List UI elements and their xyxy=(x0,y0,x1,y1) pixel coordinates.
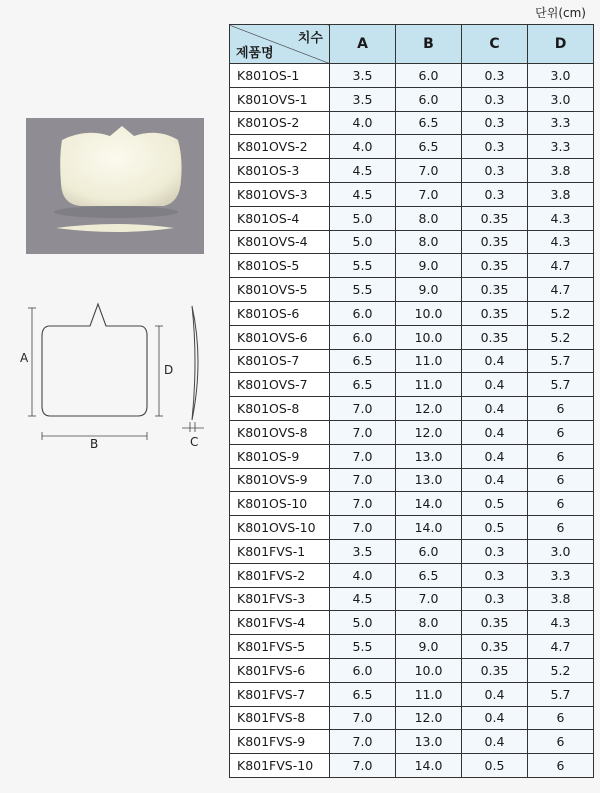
table-row xyxy=(230,87,594,111)
value-c-cell: 0.35 xyxy=(462,230,528,254)
value-c-cell: 0.35 xyxy=(462,301,528,325)
product-name-cell: K801FVS-7 xyxy=(230,682,330,706)
value-a-cell: 6.0 xyxy=(330,658,396,682)
value-d-cell: 3.0 xyxy=(528,64,594,88)
product-name-cell: K801OVS-9 xyxy=(230,468,330,492)
value-b-cell: 12.0 xyxy=(396,420,462,444)
value-d-cell: 3.8 xyxy=(528,159,594,183)
value-d-cell: 3.0 xyxy=(528,539,594,563)
value-c-cell: 0.3 xyxy=(462,563,528,587)
value-c-cell: 0.4 xyxy=(462,706,528,730)
product-name-cell: K801OS-3 xyxy=(230,159,330,183)
product-name-cell: K801OS-4 xyxy=(230,206,330,230)
table-row xyxy=(230,587,594,611)
table-row xyxy=(230,539,594,563)
value-c-cell: 0.4 xyxy=(462,682,528,706)
table-row xyxy=(230,492,594,516)
value-a-cell: 6.5 xyxy=(330,682,396,706)
value-b-cell: 10.0 xyxy=(396,301,462,325)
value-c-cell: 0.35 xyxy=(462,325,528,349)
value-a-cell: 7.0 xyxy=(330,516,396,540)
value-a-cell: 7.0 xyxy=(330,444,396,468)
value-d-cell: 5.2 xyxy=(528,325,594,349)
product-name-cell: K801FVS-1 xyxy=(230,539,330,563)
table-row xyxy=(230,373,594,397)
table-row xyxy=(230,444,594,468)
product-name-cell: K801FVS-2 xyxy=(230,563,330,587)
value-d-cell: 5.7 xyxy=(528,349,594,373)
value-a-cell: 6.0 xyxy=(330,325,396,349)
header-dimension-label: 치수 xyxy=(297,31,323,46)
product-name-cell: K801FVS-3 xyxy=(230,587,330,611)
value-b-cell: 9.0 xyxy=(396,278,462,302)
table-body xyxy=(230,64,594,778)
table-row xyxy=(230,516,594,540)
value-a-cell: 5.5 xyxy=(330,278,396,302)
value-b-cell: 6.0 xyxy=(396,64,462,88)
value-b-cell: 6.5 xyxy=(396,111,462,135)
value-b-cell: 11.0 xyxy=(396,349,462,373)
column-header-d: D xyxy=(528,25,594,64)
value-d-cell: 6 xyxy=(528,492,594,516)
table-row xyxy=(230,706,594,730)
product-name-cell: K801OVS-2 xyxy=(230,135,330,159)
table-row xyxy=(230,182,594,206)
table-row xyxy=(230,111,594,135)
value-a-cell: 5.0 xyxy=(330,206,396,230)
value-b-cell: 13.0 xyxy=(396,468,462,492)
product-name-cell: K801FVS-6 xyxy=(230,658,330,682)
product-name-cell: K801FVS-5 xyxy=(230,635,330,659)
value-a-cell: 4.0 xyxy=(330,563,396,587)
value-b-cell: 13.0 xyxy=(396,730,462,754)
dimension-diagram xyxy=(14,296,214,456)
value-c-cell: 0.35 xyxy=(462,658,528,682)
product-name-cell: K801OS-5 xyxy=(230,254,330,278)
value-a-cell: 6.5 xyxy=(330,373,396,397)
value-b-cell: 9.0 xyxy=(396,635,462,659)
value-d-cell: 3.3 xyxy=(528,111,594,135)
value-d-cell: 6 xyxy=(528,420,594,444)
product-name-cell: K801OS-9 xyxy=(230,444,330,468)
value-b-cell: 8.0 xyxy=(396,611,462,635)
value-b-cell: 8.0 xyxy=(396,230,462,254)
value-b-cell: 11.0 xyxy=(396,682,462,706)
value-a-cell: 7.0 xyxy=(330,397,396,421)
table-row xyxy=(230,230,594,254)
value-b-cell: 6.5 xyxy=(396,563,462,587)
size-table xyxy=(229,24,594,778)
value-b-cell: 8.0 xyxy=(396,206,462,230)
value-a-cell: 7.0 xyxy=(330,706,396,730)
value-d-cell: 5.7 xyxy=(528,682,594,706)
table-row xyxy=(230,206,594,230)
value-b-cell: 7.0 xyxy=(396,587,462,611)
value-c-cell: 0.5 xyxy=(462,492,528,516)
value-b-cell: 6.5 xyxy=(396,135,462,159)
value-b-cell: 11.0 xyxy=(396,373,462,397)
value-d-cell: 6 xyxy=(528,397,594,421)
header-product-label: 제품명 xyxy=(236,46,274,61)
value-c-cell: 0.4 xyxy=(462,730,528,754)
value-b-cell: 6.0 xyxy=(396,539,462,563)
value-d-cell: 4.3 xyxy=(528,230,594,254)
value-b-cell: 13.0 xyxy=(396,444,462,468)
value-d-cell: 6 xyxy=(528,754,594,778)
header-corner-cell xyxy=(230,25,330,64)
value-b-cell: 7.0 xyxy=(396,182,462,206)
value-a-cell: 7.0 xyxy=(330,754,396,778)
value-c-cell: 0.4 xyxy=(462,420,528,444)
value-d-cell: 5.7 xyxy=(528,373,594,397)
value-a-cell: 7.0 xyxy=(330,468,396,492)
value-d-cell: 4.3 xyxy=(528,611,594,635)
value-a-cell: 4.0 xyxy=(330,111,396,135)
table-row xyxy=(230,468,594,492)
value-d-cell: 4.7 xyxy=(528,254,594,278)
product-name-cell: K801OVS-3 xyxy=(230,182,330,206)
value-d-cell: 6 xyxy=(528,444,594,468)
value-b-cell: 12.0 xyxy=(396,706,462,730)
table-row xyxy=(230,278,594,302)
product-photo xyxy=(26,118,204,254)
value-c-cell: 0.4 xyxy=(462,468,528,492)
value-c-cell: 0.3 xyxy=(462,64,528,88)
value-a-cell: 6.5 xyxy=(330,349,396,373)
table-row xyxy=(230,611,594,635)
table-row xyxy=(230,301,594,325)
value-b-cell: 14.0 xyxy=(396,516,462,540)
value-d-cell: 4.3 xyxy=(528,206,594,230)
value-d-cell: 4.7 xyxy=(528,635,594,659)
product-name-cell: K801OVS-7 xyxy=(230,373,330,397)
table-row xyxy=(230,254,594,278)
value-c-cell: 0.5 xyxy=(462,754,528,778)
column-header-a: A xyxy=(330,25,396,64)
product-name-cell: K801OVS-6 xyxy=(230,325,330,349)
value-a-cell: 4.0 xyxy=(330,135,396,159)
value-a-cell: 5.5 xyxy=(330,254,396,278)
value-b-cell: 14.0 xyxy=(396,754,462,778)
product-name-cell: K801FVS-4 xyxy=(230,611,330,635)
value-c-cell: 0.35 xyxy=(462,206,528,230)
table-row xyxy=(230,730,594,754)
table-row xyxy=(230,325,594,349)
table-row xyxy=(230,563,594,587)
value-c-cell: 0.3 xyxy=(462,539,528,563)
product-name-cell: K801OVS-1 xyxy=(230,87,330,111)
value-d-cell: 3.8 xyxy=(528,182,594,206)
value-a-cell: 3.5 xyxy=(330,87,396,111)
value-a-cell: 7.0 xyxy=(330,492,396,516)
implant-front-shape xyxy=(60,126,181,206)
value-a-cell: 4.5 xyxy=(330,182,396,206)
value-c-cell: 0.35 xyxy=(462,635,528,659)
dim-label-a: A xyxy=(20,351,29,365)
product-name-cell: K801FVS-10 xyxy=(230,754,330,778)
value-b-cell: 14.0 xyxy=(396,492,462,516)
table-row xyxy=(230,682,594,706)
dim-label-d: D xyxy=(164,363,174,377)
value-d-cell: 6 xyxy=(528,706,594,730)
table-row xyxy=(230,754,594,778)
value-b-cell: 10.0 xyxy=(396,658,462,682)
value-c-cell: 0.3 xyxy=(462,182,528,206)
value-b-cell: 9.0 xyxy=(396,254,462,278)
value-d-cell: 6 xyxy=(528,730,594,754)
value-c-cell: 0.3 xyxy=(462,135,528,159)
value-a-cell: 7.0 xyxy=(330,730,396,754)
value-c-cell: 0.35 xyxy=(462,254,528,278)
value-a-cell: 6.0 xyxy=(330,301,396,325)
value-c-cell: 0.4 xyxy=(462,444,528,468)
product-name-cell: K801OS-6 xyxy=(230,301,330,325)
implant-side-shape xyxy=(56,224,174,232)
value-a-cell: 5.0 xyxy=(330,611,396,635)
product-name-cell: K801OS-8 xyxy=(230,397,330,421)
product-name-cell: K801OS-10 xyxy=(230,492,330,516)
product-name-cell: K801OS-7 xyxy=(230,349,330,373)
value-d-cell: 6 xyxy=(528,468,594,492)
table-row xyxy=(230,420,594,444)
value-b-cell: 6.0 xyxy=(396,87,462,111)
table-row xyxy=(230,349,594,373)
value-d-cell: 3.3 xyxy=(528,135,594,159)
product-name-cell: K801OVS-4 xyxy=(230,230,330,254)
value-d-cell: 6 xyxy=(528,516,594,540)
table-row xyxy=(230,64,594,88)
product-name-cell: K801OVS-5 xyxy=(230,278,330,302)
product-name-cell: K801OVS-8 xyxy=(230,420,330,444)
product-name-cell: K801OVS-10 xyxy=(230,516,330,540)
value-c-cell: 0.5 xyxy=(462,516,528,540)
value-c-cell: 0.3 xyxy=(462,587,528,611)
dim-label-c: C xyxy=(190,435,199,449)
value-d-cell: 3.8 xyxy=(528,587,594,611)
value-b-cell: 12.0 xyxy=(396,397,462,421)
value-d-cell: 3.0 xyxy=(528,87,594,111)
product-name-cell: K801FVS-9 xyxy=(230,730,330,754)
dim-label-b: B xyxy=(90,437,99,451)
product-name-cell: K801FVS-8 xyxy=(230,706,330,730)
value-b-cell: 7.0 xyxy=(396,159,462,183)
table-row xyxy=(230,135,594,159)
product-name-cell: K801OS-2 xyxy=(230,111,330,135)
unit-label: 단위(cm) xyxy=(535,6,586,20)
value-a-cell: 7.0 xyxy=(330,420,396,444)
product-name-cell: K801OS-1 xyxy=(230,64,330,88)
table-row xyxy=(230,159,594,183)
value-c-cell: 0.4 xyxy=(462,397,528,421)
value-c-cell: 0.3 xyxy=(462,87,528,111)
value-a-cell: 3.5 xyxy=(330,539,396,563)
value-a-cell: 5.0 xyxy=(330,230,396,254)
value-a-cell: 5.5 xyxy=(330,635,396,659)
value-c-cell: 0.3 xyxy=(462,159,528,183)
value-c-cell: 0.4 xyxy=(462,373,528,397)
value-c-cell: 0.35 xyxy=(462,611,528,635)
value-a-cell: 4.5 xyxy=(330,159,396,183)
table-row xyxy=(230,397,594,421)
table-header-row xyxy=(230,25,594,64)
value-d-cell: 3.3 xyxy=(528,563,594,587)
table-row xyxy=(230,658,594,682)
value-d-cell: 5.2 xyxy=(528,301,594,325)
value-c-cell: 0.3 xyxy=(462,111,528,135)
column-header-b: B xyxy=(396,25,462,64)
column-header-c: C xyxy=(462,25,528,64)
value-d-cell: 5.2 xyxy=(528,658,594,682)
value-c-cell: 0.35 xyxy=(462,278,528,302)
value-a-cell: 3.5 xyxy=(330,64,396,88)
value-c-cell: 0.4 xyxy=(462,349,528,373)
value-d-cell: 4.7 xyxy=(528,278,594,302)
value-b-cell: 10.0 xyxy=(396,325,462,349)
value-a-cell: 4.5 xyxy=(330,587,396,611)
table-row xyxy=(230,635,594,659)
